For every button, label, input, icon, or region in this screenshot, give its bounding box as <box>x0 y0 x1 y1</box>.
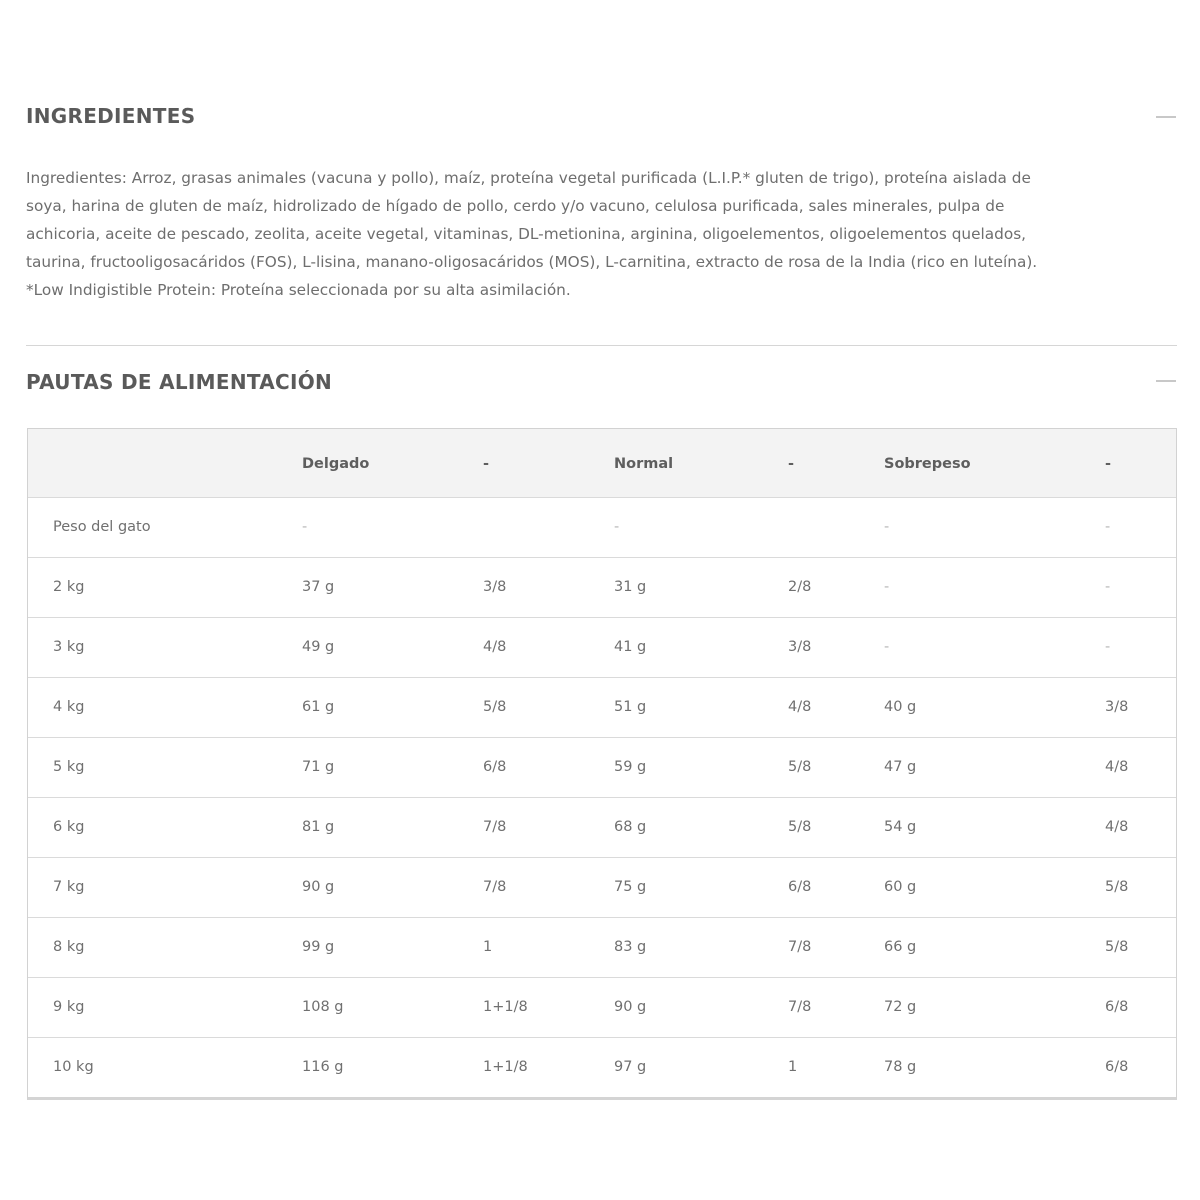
table-cell: 3/8 <box>483 579 507 595</box>
table-cell: 4/8 <box>1105 819 1129 835</box>
table-row <box>28 737 1176 797</box>
table-cell: 1+1/8 <box>483 1059 528 1076</box>
table-cell: 78 g <box>884 1059 917 1076</box>
table-header-cell: Normal <box>614 455 674 472</box>
ingredients-line: taurina, fructooligosacáridos (FOS), L-lisina, manano-oligosacáridos (MOS), L-carnitina, extracto de rosa de la India (rico en luteína). <box>26 253 1038 271</box>
table-header-cell <box>28 429 302 497</box>
weight-cell: Peso del gato <box>53 519 151 535</box>
table-row <box>28 857 1176 917</box>
table-cell: 5/8 <box>483 699 507 715</box>
table-cell: 68 g <box>614 819 647 835</box>
table-cell: 61 g <box>302 699 335 715</box>
weight-cell: 10 kg <box>53 1059 94 1076</box>
table-cell: 5/8 <box>788 819 812 835</box>
table-cell: - <box>884 639 890 655</box>
feeding-table <box>28 429 1176 1097</box>
ingredients-section-title[interactable]: INGREDIENTES <box>26 104 196 128</box>
table-cell: 2/8 <box>788 579 812 595</box>
table-cell: - <box>1105 639 1111 655</box>
table-cell: 81 g <box>302 819 335 835</box>
table-cell <box>483 497 614 557</box>
ingredients-line: achicoria, aceite de pescado, zeolita, aceite vegetal, vitaminas, DL-metionina, arginina, oligoelementos, oligoelementos quelados, <box>26 225 1027 243</box>
table-cell: 108 g <box>302 999 344 1015</box>
table-cell: 7/8 <box>483 819 507 835</box>
table-cell: 51 g <box>614 699 647 715</box>
table-cell: 71 g <box>302 759 335 775</box>
table-cell: 116 g <box>302 1059 344 1076</box>
table-cell: 6/8 <box>1105 1059 1129 1076</box>
table-cell: - <box>302 519 308 535</box>
table-row <box>28 617 1176 677</box>
table-cell: 90 g <box>302 879 335 895</box>
feeding-guide-section-title[interactable]: PAUTAS DE ALIMENTACIÓN <box>26 370 333 394</box>
table-cell: - <box>884 519 890 535</box>
table-cell: 5/8 <box>1105 939 1129 955</box>
table-cell: 59 g <box>614 759 647 775</box>
table-cell: 5/8 <box>1105 879 1129 895</box>
table-row <box>28 497 1176 557</box>
table-cell: 6/8 <box>1105 999 1129 1015</box>
table-cell: 6/8 <box>483 759 507 775</box>
weight-cell: 8 kg <box>53 939 85 955</box>
table-cell: 99 g <box>302 939 335 955</box>
table-header-cell: - <box>483 455 490 472</box>
weight-cell: 2 kg <box>53 579 85 595</box>
weight-cell: 9 kg <box>53 999 85 1015</box>
collapse-minus-icon[interactable] <box>1156 380 1176 382</box>
ingredients-line: soya, harina de gluten de maíz, hidrolizado de hígado de pollo, cerdo y/o vacuno, celulosa purificada, sales minerales, pulpa de <box>26 197 1005 215</box>
table-cell: 31 g <box>614 579 647 595</box>
table-cell: 83 g <box>614 939 647 955</box>
weight-cell: 5 kg <box>53 759 85 775</box>
table-cell: 7/8 <box>788 939 812 955</box>
weight-cell: 7 kg <box>53 879 85 895</box>
table-cell: 72 g <box>884 999 917 1015</box>
table-cell: 1 <box>483 939 493 955</box>
table-cell: 3/8 <box>788 639 812 655</box>
table-cell: 6/8 <box>788 879 812 895</box>
table-cell: - <box>1105 519 1111 535</box>
table-cell: 5/8 <box>788 759 812 775</box>
table-cell: 41 g <box>614 639 647 655</box>
feeding-table-container <box>27 428 1177 1100</box>
table-header-cell: Sobrepeso <box>884 455 971 472</box>
table-cell: 60 g <box>884 879 917 895</box>
table-cell: 1+1/8 <box>483 999 528 1015</box>
table-cell: 37 g <box>302 579 335 595</box>
table-row <box>28 1037 1176 1097</box>
table-cell: 4/8 <box>483 639 507 655</box>
table-cell: 54 g <box>884 819 917 835</box>
weight-cell: 3 kg <box>53 639 85 655</box>
table-cell: 7/8 <box>788 999 812 1015</box>
table-cell: 66 g <box>884 939 917 955</box>
table-row <box>28 557 1176 617</box>
table-cell: - <box>614 519 620 535</box>
table-cell: 7/8 <box>483 879 507 895</box>
table-cell: 40 g <box>884 699 917 715</box>
table-row <box>28 917 1176 977</box>
table-cell: 49 g <box>302 639 335 655</box>
table-header-cell: - <box>1105 455 1112 472</box>
table-row <box>28 797 1176 857</box>
table-cell: 4/8 <box>788 699 812 715</box>
table-cell: 47 g <box>884 759 917 775</box>
ingredients-footnote: *Low Indigistible Protein: Proteína seleccionada por su alta asimilación. <box>26 281 571 299</box>
section-divider <box>26 345 1177 346</box>
ingredients-line: Ingredientes: Arroz, grasas animales (vacuna y pollo), maíz, proteína vegetal purificada (L.I.P.* gluten de trigo), proteína aislada de <box>26 169 1031 187</box>
table-header-cell: Delgado <box>302 455 370 472</box>
ingredients-text <box>26 164 1171 304</box>
table-cell: 97 g <box>614 1059 647 1076</box>
table-cell <box>788 497 884 557</box>
table-row <box>28 677 1176 737</box>
table-header-cell: - <box>788 455 795 472</box>
table-cell: 90 g <box>614 999 647 1015</box>
table-cell: 3/8 <box>1105 699 1129 715</box>
weight-cell: 4 kg <box>53 699 85 715</box>
table-cell: - <box>884 579 890 595</box>
table-cell: - <box>1105 579 1111 595</box>
table-cell: 1 <box>788 1059 798 1076</box>
table-header-row <box>28 429 1176 497</box>
table-cell: 4/8 <box>1105 759 1129 775</box>
table-row <box>28 977 1176 1037</box>
table-cell: 75 g <box>614 879 647 895</box>
weight-cell: 6 kg <box>53 819 85 835</box>
collapse-minus-icon[interactable] <box>1156 116 1176 118</box>
